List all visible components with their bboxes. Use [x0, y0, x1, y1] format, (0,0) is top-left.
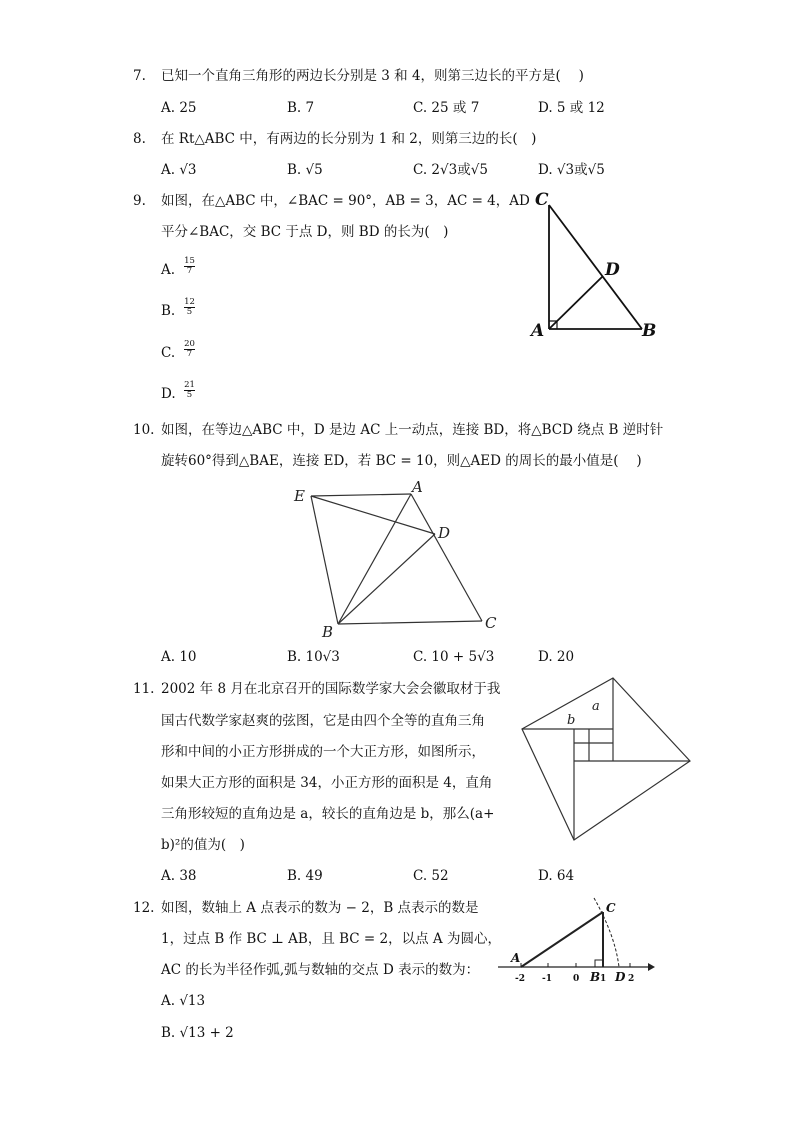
q12-tick-minus2: -2: [515, 974, 525, 984]
q11-stem-line2: 国古代数学家赵爽的弦图，它是由四个全等的直角三角: [161, 713, 485, 729]
q12-tick-minus1: -1: [542, 974, 552, 984]
q10-label-c: C: [485, 614, 497, 632]
q11-option-c: C. 52: [413, 868, 449, 884]
q12-option-a: A. √13: [161, 993, 206, 1009]
q9-option-a-numerator: 15: [184, 256, 195, 266]
q9-number: 9.: [133, 193, 146, 209]
q8-option-d: D. √3或√5: [538, 162, 605, 178]
q9-option-c-denominator: 7: [186, 349, 193, 359]
q9-label-c: C: [535, 190, 549, 210]
q11-stem-line3: 形和中间的小正方形拼成的一个大正方形，如图所示，: [161, 744, 485, 760]
q11-stem-line6: b)²的值为( ): [161, 837, 245, 853]
q12-tick-0: 0: [573, 974, 580, 984]
q10-label-a: A: [412, 478, 423, 496]
q10-option-c: C. 10 + 5√3: [413, 649, 495, 665]
q8-number: 8.: [133, 131, 146, 147]
q9-stem-line2: 平分∠BAC，交 BC 于点 D，则 BD 的长为( ): [161, 224, 449, 240]
q8-option-a: A. √3: [161, 162, 197, 178]
q9-option-a-denominator: 7: [186, 266, 193, 276]
q12-stem-line1: 如图，数轴上 A 点表示的数为 − 2，B 点表示的数是: [161, 900, 479, 916]
q9-stem-line1: 如图，在△ABC 中，∠BAC = 90°，AB = 3，AC = 4，AD: [161, 193, 530, 209]
q7-number: 7.: [133, 68, 146, 84]
q11-label-b: b: [567, 713, 576, 728]
q11-option-d: D. 64: [538, 868, 575, 884]
q10-option-a: A. 10: [161, 649, 197, 665]
q10-stem-line1: 如图，在等边△ABC 中，D 是边 AC 上一动点，连接 BD，将△BCD 绕点 B 逆时针: [161, 422, 664, 438]
q7-option-c: C. 25 或 7: [413, 100, 480, 116]
q9-label-a: A: [531, 321, 545, 341]
q11-stem-line1: 2002 年 8 月在北京召开的国际数学家大会会徽取材于我: [161, 681, 501, 697]
q7-option-a: A. 25: [161, 100, 197, 116]
q10-number: 10.: [133, 422, 155, 438]
q10-label-d: D: [438, 524, 451, 542]
q8-stem: 在 Rt△ABC 中，有两边的长分别为 1 和 2，则第三边的长( ): [161, 131, 537, 147]
q11-option-a: A. 38: [161, 868, 197, 884]
q12-label-d: D: [615, 970, 626, 984]
q10-option-d: D. 20: [538, 649, 575, 665]
q7-option-d: D. 5 或 12: [538, 100, 605, 116]
q12-label-b: B: [590, 970, 601, 984]
q9-option-b-denominator: 5: [186, 307, 193, 317]
q9-option-b-label: B.: [161, 303, 176, 319]
q12-number: 12.: [133, 900, 155, 916]
q12-tick-1: 1: [600, 974, 607, 984]
q11-stem-line4: 如果大正方形的面积是 34，小正方形的面积是 4，直角: [161, 775, 493, 791]
q11-option-b: B. 49: [287, 868, 323, 884]
q9-option-a-label: A.: [161, 262, 176, 278]
q12-stem-line2: 1，过点 B 作 BC ⊥ AB，且 BC = 2，以点 A 为圆心，: [161, 931, 501, 947]
q9-option-c-numerator: 20: [184, 339, 195, 349]
q7-stem: 已知一个直角三角形的两边长分别是 3 和 4，则第三边长的平方是( ): [161, 68, 584, 84]
q11-stem-line5: 三角形较短的直角边是 a，较长的直角边是 b，那么(a+: [161, 806, 495, 822]
q12-stem-line3: AC 的长为半径作弧,弧与数轴的交点 D 表示的数为：: [161, 962, 480, 978]
q9-option-d-denominator: 5: [186, 390, 193, 400]
q9-option-d-label: D.: [161, 386, 176, 402]
q10-label-e: E: [294, 487, 305, 505]
q7-option-b: B. 7: [287, 100, 315, 116]
q12-option-b: B. √13 + 2: [161, 1025, 234, 1041]
q12-label-c: C: [606, 901, 616, 915]
q9-label-d: D: [605, 260, 620, 280]
q9-option-d-numerator: 21: [184, 380, 195, 390]
q9-label-b: B: [642, 321, 657, 341]
q8-option-b: B. √5: [287, 162, 323, 178]
q11-label-a: a: [592, 699, 600, 714]
q10-option-b: B. 10√3: [287, 649, 340, 665]
q10-label-b: B: [322, 623, 334, 641]
q9-option-c-label: C.: [161, 345, 176, 361]
q9-option-b-numerator: 12: [184, 297, 195, 307]
q8-option-c: C. 2√3或√5: [413, 162, 488, 178]
q10-stem-line2: 旋转60°得到△BAE，连接 ED，若 BC = 10，则△AED 的周长的最小值是( ): [161, 453, 642, 469]
q12-label-a: A: [511, 951, 521, 965]
q12-tick-2: 2: [628, 974, 635, 984]
q11-number: 11.: [133, 681, 155, 697]
